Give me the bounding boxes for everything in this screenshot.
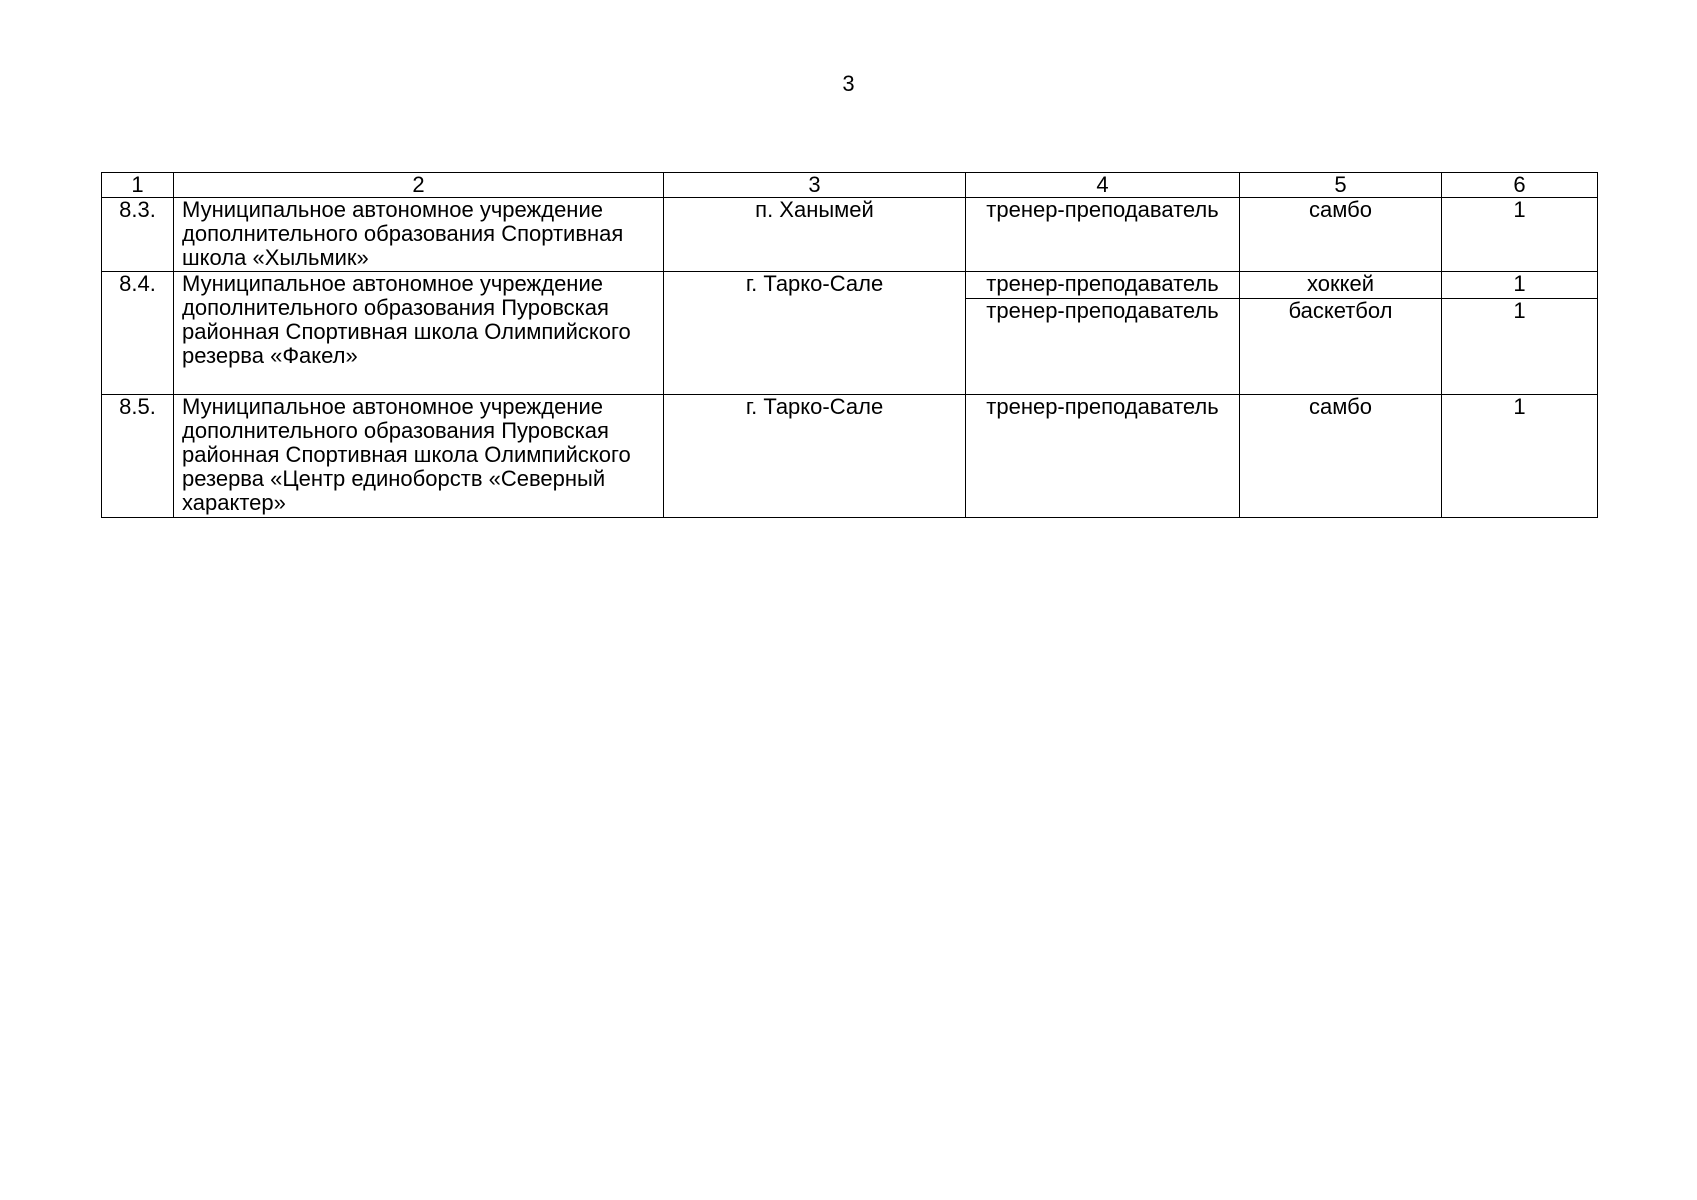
header-cell: 5	[1240, 173, 1442, 198]
organization-name: Муниципальное автономное учреждение дополнительного образования Спортивная школа «Хыльмик»	[174, 198, 664, 272]
table-row	[102, 272, 1598, 299]
page-number: 3	[842, 71, 855, 96]
quantity: 1	[1442, 272, 1598, 299]
position: тренер-преподаватель	[966, 198, 1240, 272]
vacancy-table	[101, 172, 1598, 518]
sport: самбо	[1240, 198, 1442, 272]
header-cell: 1	[102, 173, 174, 198]
position: тренер-преподаватель	[966, 395, 1240, 518]
quantity: 1	[1442, 299, 1598, 395]
header-cell: 6	[1442, 173, 1598, 198]
position: тренер-преподаватель	[966, 272, 1240, 299]
row-number: 8.4.	[102, 272, 174, 395]
sport: хоккей	[1240, 272, 1442, 299]
row-number: 8.3.	[102, 198, 174, 272]
quantity: 1	[1442, 198, 1598, 272]
header-cell: 3	[664, 173, 966, 198]
organization-name: Муниципальное автономное учреждение дополнительного образования Пуровская районная Спортивная школа Олимпийского резерва «Центр единоборств «Северный характер»	[174, 395, 664, 518]
position: тренер-преподаватель	[966, 299, 1240, 395]
location: г. Тарко-Сале	[664, 395, 966, 518]
header-cell: 4	[966, 173, 1240, 198]
quantity: 1	[1442, 395, 1598, 518]
table-row	[102, 198, 1598, 272]
organization-name: Муниципальное автономное учреждение дополнительного образования Пуровская районная Спортивная школа Олимпийского резерва «Факел»	[174, 272, 664, 395]
table-row	[102, 395, 1598, 518]
sport: баскетбол	[1240, 299, 1442, 395]
sport: самбо	[1240, 395, 1442, 518]
row-number: 8.5.	[102, 395, 174, 518]
table-header-row	[102, 173, 1598, 198]
location: г. Тарко-Сале	[664, 272, 966, 395]
location: п. Ханымей	[664, 198, 966, 272]
header-cell: 2	[174, 173, 664, 198]
